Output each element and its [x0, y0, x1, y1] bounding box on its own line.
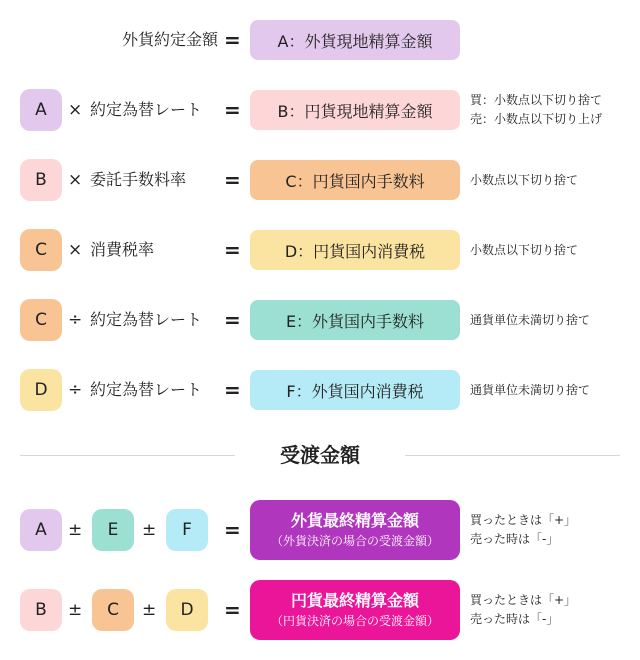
contract-fx-rate-label: 約定為替レート	[90, 380, 203, 399]
letter-badge-c: C	[92, 589, 134, 631]
contract-fx-rate-label: 約定為替レート	[90, 100, 203, 119]
result-box-f: F：外貨国内消費税	[250, 370, 460, 410]
sign-note-buy: 買ったときは「+」	[470, 593, 577, 607]
result-box-e: E：外貨国内手数料	[250, 300, 460, 340]
sign-note-sell: 売った時は「-」	[470, 612, 559, 626]
equals-sign: =	[224, 238, 241, 262]
yen-final-settlement-subtitle: （円貨決済の場合の受渡金額）	[270, 614, 439, 628]
rounding-note: 通貨単位未満切り捨て	[470, 383, 591, 397]
letter-badge-a: A	[20, 509, 62, 551]
foreign-final-settlement-title: 外貨最終精算金額	[290, 511, 419, 530]
rounding-note-buy: 買：小数点以下切り捨て	[470, 93, 603, 107]
equals-sign: =	[224, 308, 241, 332]
divide-sign: ÷	[68, 310, 83, 330]
letter-badge-f: F	[166, 509, 208, 551]
consumption-tax-rate-label: 消費税率	[90, 240, 155, 259]
plus-minus-sign: ±	[68, 600, 83, 620]
letter-badge-a: A	[20, 89, 62, 131]
yen-final-settlement-box	[250, 580, 460, 640]
plus-minus-sign: ±	[142, 520, 157, 540]
letter-badge-d: D	[20, 369, 62, 411]
equals-sign: =	[224, 28, 241, 52]
section-title: 受渡金額	[280, 443, 360, 467]
letter-badge-b: B	[20, 159, 62, 201]
letter-badge-b: B	[20, 589, 62, 631]
multiply-sign: ×	[68, 170, 83, 190]
rounding-note: 小数点以下切り捨て	[470, 243, 579, 257]
equals-sign: =	[224, 598, 241, 622]
plus-minus-sign: ±	[142, 600, 157, 620]
rounding-note: 通貨単位未満切り捨て	[470, 313, 591, 327]
result-box-c: C：円貨国内手数料	[250, 160, 460, 200]
divider-left	[20, 455, 235, 456]
result-box-d: D：円貨国内消費税	[250, 230, 460, 270]
commission-rate-label: 委託手数料率	[90, 170, 187, 189]
divider-right	[405, 455, 620, 456]
letter-badge-c: C	[20, 299, 62, 341]
plus-minus-sign: ±	[68, 520, 83, 540]
yen-final-settlement-title: 円貨最終精算金額	[290, 591, 419, 610]
result-box-b: B：円貨現地精算金額	[250, 90, 460, 130]
sign-note-sell: 売った時は「-」	[470, 532, 559, 546]
equals-sign: =	[224, 518, 241, 542]
equals-sign: =	[224, 98, 241, 122]
letter-badge-e: E	[92, 509, 134, 551]
letter-badge-d: D	[166, 589, 208, 631]
contract-fx-rate-label: 約定為替レート	[90, 310, 203, 329]
equals-sign: =	[224, 168, 241, 192]
foreign-final-settlement-box	[250, 500, 460, 560]
rounding-note: 小数点以下切り捨て	[470, 173, 579, 187]
divide-sign: ÷	[68, 380, 83, 400]
multiply-sign: ×	[68, 240, 83, 260]
multiply-sign: ×	[68, 100, 83, 120]
result-box-a: A：外貨現地精算金額	[250, 20, 460, 60]
sign-note-buy: 買ったときは「+」	[470, 513, 577, 527]
foreign-contract-amount-label: 外貨約定金額	[121, 30, 218, 49]
equals-sign: =	[224, 378, 241, 402]
letter-badge-c: C	[20, 229, 62, 271]
foreign-final-settlement-subtitle: （外貨決済の場合の受渡金額）	[270, 534, 439, 548]
rounding-note-sell: 売：小数点以下切り上げ	[470, 112, 603, 126]
